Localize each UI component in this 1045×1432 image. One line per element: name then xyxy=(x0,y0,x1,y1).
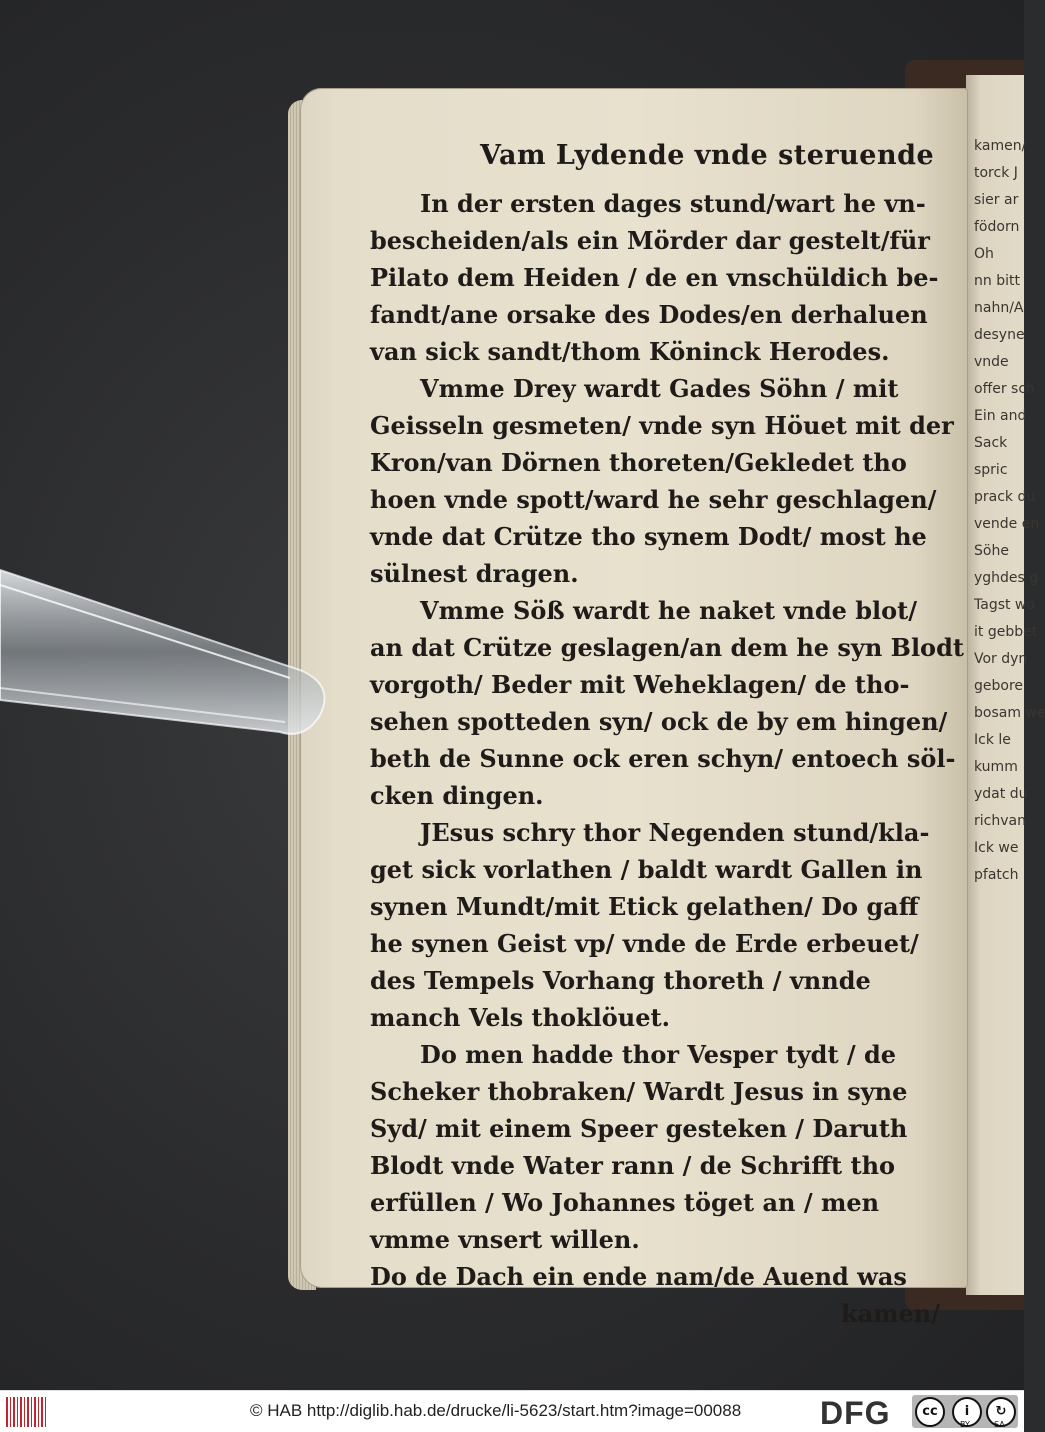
text-line: vnde dat Crütze tho synem Dodt/ most he xyxy=(370,522,927,551)
facing-page-edge xyxy=(966,75,1045,1295)
text-line: an dat Crütze geslagen/an dem he syn Blodt xyxy=(370,633,964,662)
facing-page-fragment: torck J xyxy=(974,165,1018,181)
by-label: BY xyxy=(960,1420,970,1429)
text-line: Do men hadde thor Vesper tydt / de xyxy=(420,1040,897,1069)
text-line: Syd/ mit einem Speer gesteken / Daruth xyxy=(370,1114,908,1143)
facing-page-fragment: Ick le xyxy=(974,732,1011,748)
facing-page-fragment: bosam we xyxy=(974,705,1045,721)
page-body-text xyxy=(370,185,964,1332)
facing-page-fragment: gebore xyxy=(974,678,1024,694)
facing-page-fragment: Oh xyxy=(974,246,994,262)
facing-page-fragment: yghdes g xyxy=(974,570,1039,586)
facing-page-fragment: Ick we xyxy=(974,840,1019,856)
footer-attribution: © HAB http://diglib.hab.de/drucke/li-5623/start.htm?image=00088 xyxy=(250,1401,742,1420)
facing-page-fragment: prack du xyxy=(974,489,1036,505)
text-line: Do de Dach ein ende nam/de Auend was xyxy=(370,1262,907,1291)
text-line: Scheker thobraken/ Wardt Jesus in syne xyxy=(370,1077,908,1106)
text-line: erfüllen / Wo Johannes töget an / men xyxy=(370,1188,880,1217)
facing-page-fragment: Tagst wo xyxy=(974,597,1035,613)
facing-page-fragment: Vor dyn xyxy=(974,651,1028,667)
facing-page-fragment: sier ar xyxy=(974,192,1019,208)
hab-barcode-logo xyxy=(6,1397,46,1427)
running-header: Vam Lydende vnde steruende xyxy=(480,140,935,171)
catchword: kamen/ xyxy=(840,1299,940,1328)
text-line: sehen spotteden syn/ ock de by em hingen/ xyxy=(370,707,948,736)
facing-page-fragment: vnde xyxy=(974,354,1009,370)
text-line: sülnest dragen. xyxy=(370,559,579,588)
sa-label: SA xyxy=(994,1420,1005,1429)
by-person-icon: i xyxy=(952,1397,982,1427)
facing-page-fragment: Sack xyxy=(974,435,1008,451)
text-line: In der ersten dages stund/wart he vn- xyxy=(420,189,926,218)
text-line: manch Vels thoklöuet. xyxy=(370,1003,670,1032)
sa-share-icon: ↻ xyxy=(986,1397,1016,1427)
text-line: des Tempels Vorhang thoreth / vnnde xyxy=(370,966,871,995)
facing-page-fragment: desyne xyxy=(974,327,1025,343)
facing-page-fragments xyxy=(966,75,1045,889)
text-line: Vmme Söß wardt he naket vnde blot/ xyxy=(420,596,918,625)
facing-page-fragment: it gebbet xyxy=(974,624,1038,640)
text-line: vorgoth/ Beder mit Weheklagen/ de tho- xyxy=(370,670,910,699)
text-line: synen Mundt/mit Etick gelathen/ Do gaff xyxy=(370,892,919,921)
text-line: van sick sandt/thom Köninck Herodes. xyxy=(370,337,890,366)
text-line: fandt/ane orsake des Dodes/en derhaluen xyxy=(370,300,928,329)
cc-icon: cc xyxy=(915,1397,945,1427)
text-line: JEsus schry thor Negenden stund/kla- xyxy=(420,818,930,847)
text-line: vmme vnsert willen. xyxy=(370,1225,640,1254)
facing-page-fragment: ydat du xyxy=(974,786,1028,802)
facing-page-fragment: pfatch xyxy=(974,867,1019,883)
facing-page-fragment: kumm xyxy=(974,759,1018,775)
text-line: bescheiden/als ein Mörder dar gestelt/für xyxy=(370,226,930,255)
cc-license-badge xyxy=(912,1395,1018,1428)
facing-page-fragment: spric xyxy=(974,462,1008,478)
facing-page-fragment: Söhe xyxy=(974,543,1009,559)
text-line: he synen Geist vp/ vnde de Erde erbeuet/ xyxy=(370,929,919,958)
facing-page-fragment: vende en xyxy=(974,516,1040,532)
facing-page-fragment: födorn xyxy=(974,219,1020,235)
facing-page-fragment: nn bitt xyxy=(974,273,1020,289)
glass-page-holder xyxy=(0,560,340,750)
text-line: hoen vnde spott/ward he sehr geschlagen/ xyxy=(370,485,937,514)
facing-page-fragment: kamen/ xyxy=(974,138,1027,154)
facing-page-fragment: Ein and xyxy=(974,408,1027,424)
text-line: get sick vorlathen / baldt wardt Gallen in xyxy=(370,855,923,884)
text-line: Geisseln gesmeten/ vnde syn Höuet mit der xyxy=(370,411,954,440)
facing-page-fragment: nahn/A xyxy=(974,300,1024,316)
facing-page-fragment: richvan xyxy=(974,813,1026,829)
dfg-logo: DFG xyxy=(820,1395,891,1431)
facing-page-fragment: offer sch xyxy=(974,381,1035,397)
text-line: cken dingen. xyxy=(370,781,544,810)
footer-bar xyxy=(0,1390,1024,1432)
text-line: Pilato dem Heiden / de en vnschüldich be- xyxy=(370,263,939,292)
text-line: Blodt vnde Water rann / de Schrifft tho xyxy=(370,1151,896,1180)
text-line: Vmme Drey wardt Gades Söhn / mit xyxy=(420,374,899,403)
text-line: beth de Sunne ock eren schyn/ entoech söl- xyxy=(370,744,956,773)
text-line: Kron/van Dörnen thoreten/Gekledet tho xyxy=(370,448,907,477)
